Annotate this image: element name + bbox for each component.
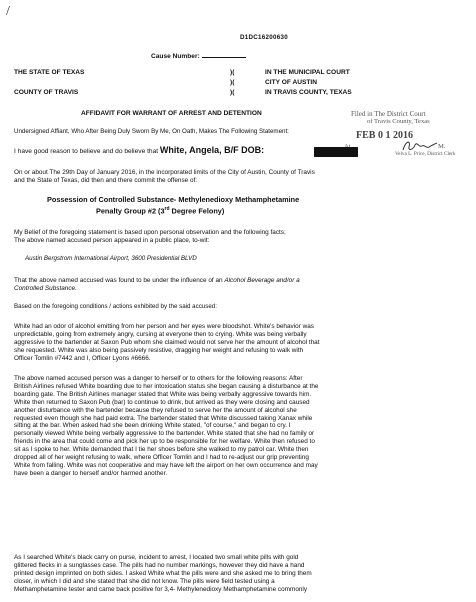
document-id: D1DC16200630: [240, 34, 288, 41]
text-line: glittered flecks in a sunglasses case. The pills had no number markings, however they did have a hand: [14, 561, 305, 569]
text-line: printed design imprinted on both sides. I asked White what the pills were and she asked me to bring them: [14, 569, 312, 577]
text-line: personally viewed White being verbally aggressive to the bartender. White stated that she had no family or: [14, 430, 315, 438]
text-line: British Airlines refused White boarding due to her intoxication status she began causing a disturbance at the: [14, 382, 319, 390]
text-line: Methamphetamine tester and came back positive for 3,4- Methylenedioxy Methamphetamine commonly: [14, 585, 308, 593]
danger-paragraph: [14, 375, 460, 478]
text-line: boarding gate. The British Airlines manager stated that White was being verbally aggressive towards him.: [14, 390, 312, 398]
belief-prefix: I have good reason to believe and do believe that: [14, 148, 159, 155]
text-line: White had an odor of alcohol emitting from her person and her eyes were bloodshot. White's behavior was: [14, 323, 314, 330]
offense-intro-line: On or about The 29th Day of January 2016, in the incorporated limits of the City of Austin, County of Travis: [14, 169, 315, 176]
caption-county-court: IN TRAVIS COUNTY, TEXAS: [265, 89, 352, 96]
caption-state: THE STATE OF TEXAS: [14, 69, 85, 76]
belief-line: [14, 145, 264, 157]
text-line: sit as I spoke to her. White demanded that I tie her shoes before she walked to my patrol car. White then: [14, 446, 309, 454]
caption-court: IN THE MUNICIPAL COURT: [265, 69, 350, 76]
belief-basis-line: The above named accused person appeared in a public place, to-wit:: [14, 236, 210, 244]
text-line: White then returned to Saxon Pub (bar) to continue to drink, but arrived as they were closing and caused: [14, 398, 310, 406]
cause-number: [151, 51, 246, 61]
incident-location: Austin Bergstrom International Airport, 3600 Presidential BLVD: [25, 255, 197, 262]
clerk-signature: [400, 138, 440, 154]
offense-intro-line: and the State of Texas, did then and there commit the offense of:: [14, 176, 198, 184]
caption-city: CITY OF AUSTIN: [265, 79, 318, 86]
text-line: requested even though she had paid extra. The bartender stated that White discussed taking Xanax while: [14, 414, 313, 422]
filed-stamp-line1: Filed in The District Court: [351, 110, 426, 118]
offense-name: Possession of Controlled Substance- Methylenedioxy Methamphetamine: [47, 195, 300, 204]
offense-intro: [14, 169, 460, 185]
degree-ordinal: rd: [164, 206, 170, 212]
text-line: The above named accused person was a danger to herself or to others for the following reasons: After: [14, 375, 303, 382]
corner-mark: /: [6, 4, 10, 19]
text-line: another disturbance with the bartender because they refused to serve her the amount of alcohol she: [14, 406, 297, 414]
text-line: White from falling. White was not cooperative and may have left the airport on her own occurrence and may: [14, 461, 318, 469]
observation-paragraph: [14, 323, 460, 363]
filed-stamp-line2: of Travis County, Texas: [367, 118, 430, 125]
text-line: sitting at the bar. When asked had she been drinking White stated, "of course," and began to cry. I: [14, 422, 291, 430]
text-line: unpredictable, going from extremely angry, cursing at everyone then to crying. White was being verbally: [14, 330, 307, 338]
influence-statement: [14, 277, 460, 293]
offense-penalty: [96, 205, 224, 215]
influence-line-1: [14, 277, 460, 285]
influence-line-2: Controlled Substance.: [14, 284, 77, 292]
dob-redaction: [314, 147, 358, 157]
caption-bracket-1: )(: [230, 69, 235, 76]
influence-substance: Alcohol Beverage and/or a: [224, 277, 300, 284]
search-paragraph: [14, 554, 460, 594]
text-line: dropped all of her weight refusing to walk, where Officer Tomlin and I had to re-adjust our grip preventing: [14, 454, 309, 462]
belief-basis-line: My Belief of the foregoing statement is based upon personal observation and the following facts;: [14, 229, 286, 236]
belief-basis: [14, 229, 460, 245]
caption-bracket-2: )(: [230, 79, 235, 86]
accused-name: White, Angela, B/F DOB:: [159, 145, 265, 155]
influence-text: That the above named accused was found to be under the influence of an: [14, 277, 225, 284]
text-line: friends in the area that could come and pick her up to be responsible for her welfare. White then refused to: [14, 438, 315, 446]
conditions-heading: Based on the foregoing conditions / actions exhibited by the said accused:: [14, 303, 217, 310]
filed-stamp-date: FEB 0 1 2016: [356, 130, 413, 141]
filed-stamp-clerk: Velva L. Price, District Clerk: [395, 151, 456, 157]
penalty-group: Penalty Group #2 (3: [96, 206, 165, 216]
degree-felony: Degree Felony): [169, 206, 225, 216]
affidavit-title: AFFIDAVIT FOR WARRANT OF ARREST AND DETENTION: [81, 110, 262, 117]
text-line: closer, in which I did and she stated that she did not know. The pills were field tested using a: [14, 577, 275, 585]
text-line: aggressive to the bartender at Saxon Pub whom she claimed would not serve her the amount of alcohol that: [14, 338, 320, 346]
text-line: As I searched White's black carry on purse, incident to arrest, I located two small white pills with gold: [14, 554, 299, 561]
cause-number-label: Cause Number:: [151, 53, 200, 60]
cause-number-blank: [202, 51, 246, 58]
caption-bracket-3: )(: [230, 89, 235, 96]
text-line: Officer Tomlin #7442 and I, Officer Lyons #6666.: [14, 354, 151, 362]
filed-stamp-time-suffix: M.: [438, 143, 446, 150]
affiant-statement: Undersigned Affiant, Who After Being Duly Sworn By Me, On Oath, Makes The Following Statement:: [14, 128, 289, 135]
text-line: have been a danger to herself and/or harmed another.: [14, 469, 168, 477]
caption-county: COUNTY OF TRAVIS: [14, 89, 79, 96]
text-line: she requested. White was also being passively resistive, dragging her weight and refusing to walk with: [14, 346, 304, 354]
